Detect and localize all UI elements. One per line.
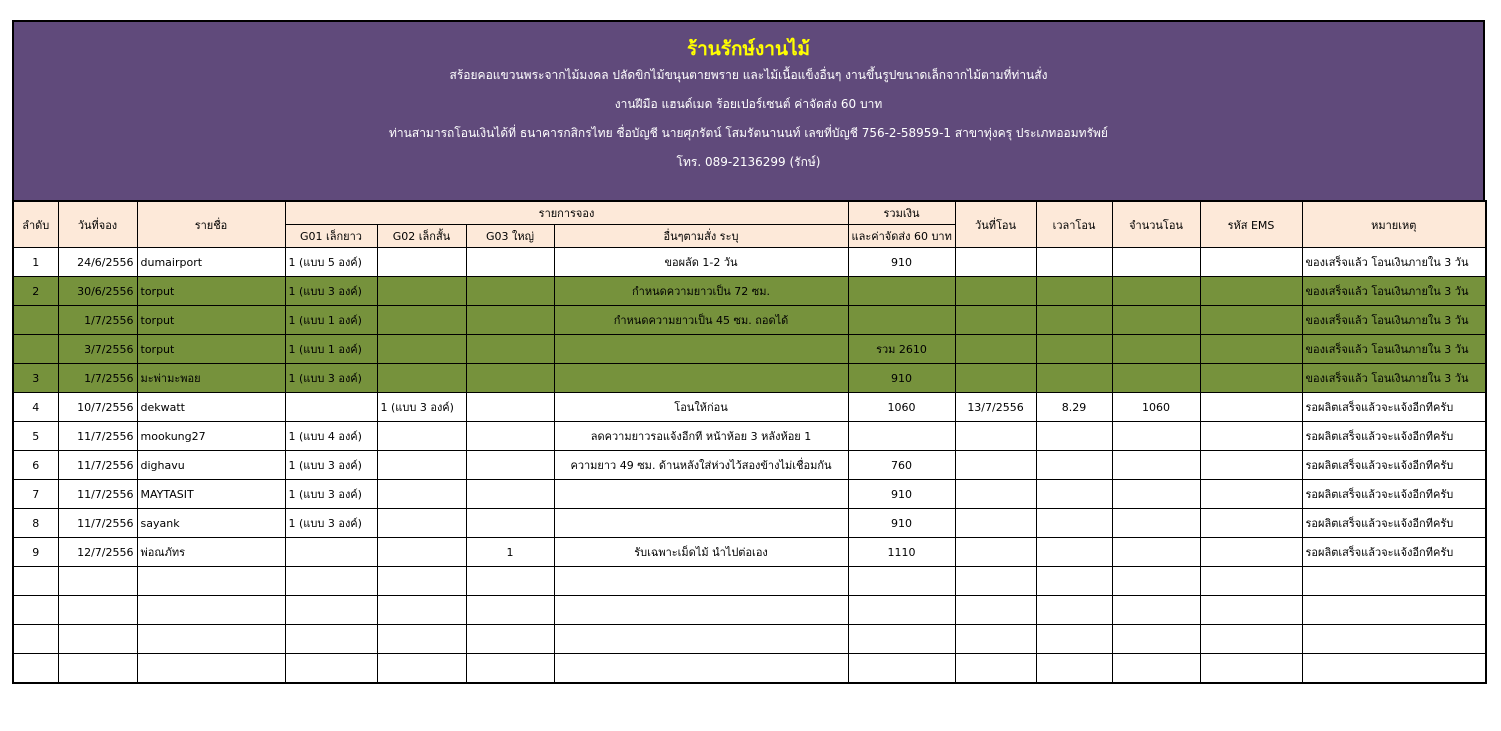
- row-other-cell[interactable]: [554, 364, 848, 393]
- row-transfer-time-cell[interactable]: [1036, 509, 1112, 538]
- row-total-cell[interactable]: 910: [848, 480, 955, 509]
- row-other-cell[interactable]: [554, 480, 848, 509]
- row-g01-cell[interactable]: [285, 393, 377, 422]
- row-no-cell[interactable]: [13, 654, 58, 684]
- row-transfer-time-cell[interactable]: [1036, 538, 1112, 567]
- header-g01: G01 เล็กยาว: [285, 225, 377, 248]
- row-date-cell[interactable]: [58, 625, 137, 654]
- row-ems-cell[interactable]: [1200, 654, 1302, 684]
- row-total-cell[interactable]: [848, 306, 955, 335]
- row-note-cell[interactable]: รอผลิตเสร็จแล้วจะแจ้งอีกทีครับ: [1302, 451, 1486, 480]
- row-g03-cell[interactable]: [466, 335, 554, 364]
- row-no-cell[interactable]: [13, 596, 58, 625]
- row-g03-cell[interactable]: [466, 596, 554, 625]
- row-transfer-time-cell[interactable]: [1036, 248, 1112, 277]
- row-no-cell[interactable]: 1: [13, 248, 58, 277]
- row-g03-cell[interactable]: [466, 306, 554, 335]
- row-g02-cell[interactable]: [377, 625, 466, 654]
- row-ems-cell[interactable]: [1200, 248, 1302, 277]
- row-transfer-date-cell[interactable]: [955, 335, 1036, 364]
- table-row: [13, 509, 1486, 538]
- row-date-cell[interactable]: 1/7/2556: [58, 306, 137, 335]
- row-date-cell[interactable]: 1/7/2556: [58, 364, 137, 393]
- header-transfer-date: วันที่โอน: [955, 201, 1036, 248]
- row-ems-cell[interactable]: [1200, 393, 1302, 422]
- row-ems-cell[interactable]: [1200, 538, 1302, 567]
- row-amount-cell[interactable]: [1112, 538, 1200, 567]
- row-name-cell[interactable]: torput: [137, 277, 285, 306]
- row-g01-cell[interactable]: [285, 625, 377, 654]
- row-g01-cell[interactable]: 1 (แบบ 3 องค์): [285, 509, 377, 538]
- table-row: [13, 596, 1486, 625]
- row-transfer-date-cell[interactable]: [955, 509, 1036, 538]
- table-row: [13, 277, 1486, 306]
- row-other-cell[interactable]: [554, 567, 848, 596]
- row-name-cell[interactable]: [137, 596, 285, 625]
- row-date-cell[interactable]: 30/6/2556: [58, 277, 137, 306]
- header-note: หมายเหตุ: [1302, 201, 1486, 248]
- row-transfer-time-cell[interactable]: [1036, 335, 1112, 364]
- table-row: [13, 306, 1486, 335]
- row-transfer-time-cell[interactable]: 8.29: [1036, 393, 1112, 422]
- row-note-cell[interactable]: [1302, 596, 1486, 625]
- row-date-cell[interactable]: 11/7/2556: [58, 480, 137, 509]
- row-g01-cell[interactable]: 1 (แบบ 3 องค์): [285, 451, 377, 480]
- row-name-cell[interactable]: dekwatt: [137, 393, 285, 422]
- row-note-cell[interactable]: [1302, 654, 1486, 684]
- row-transfer-time-cell[interactable]: [1036, 654, 1112, 684]
- row-g02-cell[interactable]: [377, 451, 466, 480]
- row-other-cell[interactable]: ลดความยาวรอแจ้งอีกที หน้าห้อย 3 หลังห้อย 1: [554, 422, 848, 451]
- row-other-cell[interactable]: [554, 335, 848, 364]
- banner-bank-info: ท่านสามารถโอนเงินได้ที่ ธนาคารกสิกรไทย ชื่อบัญชี นายศุภรัตน์ โสมรัตนานนท์ เลขที่บัญชี 756-2-58959-1 สาขาทุ่งครุ ประเภทออมทรัพย์: [389, 126, 1108, 140]
- row-g02-cell[interactable]: [377, 596, 466, 625]
- row-transfer-date-cell[interactable]: [955, 480, 1036, 509]
- row-g01-cell[interactable]: 1 (แบบ 3 องค์): [285, 480, 377, 509]
- row-ems-cell[interactable]: [1200, 596, 1302, 625]
- banner-shipping: งานฝีมือ แฮนด์เมด ร้อยเปอร์เซนต์ ค่าจัดส่ง 60 บาท: [614, 97, 883, 111]
- row-date-cell[interactable]: [58, 654, 137, 684]
- row-name-cell[interactable]: [137, 625, 285, 654]
- row-other-cell[interactable]: ความยาว 49 ซม. ด้านหลังใส่ห่วงไว้สองข้างไม่เชื่อมกัน: [554, 451, 848, 480]
- row-note-cell[interactable]: ของเสร็จแล้ว โอนเงินภายใน 3 วัน: [1302, 335, 1486, 364]
- header-total: รวมเงิน: [848, 201, 955, 225]
- row-transfer-time-cell[interactable]: [1036, 277, 1112, 306]
- row-amount-cell[interactable]: 1060: [1112, 393, 1200, 422]
- row-ems-cell[interactable]: [1200, 451, 1302, 480]
- row-total-cell[interactable]: [848, 567, 955, 596]
- table-row: [13, 451, 1486, 480]
- row-total-cell[interactable]: รวม 2610: [848, 335, 955, 364]
- row-transfer-date-cell[interactable]: [955, 277, 1036, 306]
- row-transfer-time-cell[interactable]: [1036, 596, 1112, 625]
- row-g02-cell[interactable]: [377, 480, 466, 509]
- row-amount-cell[interactable]: [1112, 335, 1200, 364]
- row-g02-cell[interactable]: [377, 248, 466, 277]
- row-no-cell[interactable]: 2: [13, 277, 58, 306]
- table-row: [13, 393, 1486, 422]
- table-row: [13, 248, 1486, 277]
- row-note-cell[interactable]: รอผลิตเสร็จแล้วจะแจ้งอีกทีครับ: [1302, 509, 1486, 538]
- row-date-cell[interactable]: [58, 596, 137, 625]
- row-g01-cell[interactable]: 1 (แบบ 3 องค์): [285, 364, 377, 393]
- row-note-cell[interactable]: [1302, 625, 1486, 654]
- table-row: [13, 422, 1486, 451]
- table-row: [13, 654, 1486, 684]
- row-amount-cell[interactable]: [1112, 480, 1200, 509]
- row-total-cell[interactable]: 910: [848, 509, 955, 538]
- row-transfer-time-cell[interactable]: [1036, 625, 1112, 654]
- row-amount-cell[interactable]: [1112, 567, 1200, 596]
- row-g02-cell[interactable]: [377, 538, 466, 567]
- row-other-cell[interactable]: ขอผลัด 1-2 วัน: [554, 248, 848, 277]
- row-no-cell[interactable]: [13, 335, 58, 364]
- row-transfer-time-cell[interactable]: [1036, 480, 1112, 509]
- header-date: วันที่จอง: [58, 201, 137, 248]
- row-name-cell[interactable]: torput: [137, 335, 285, 364]
- row-transfer-date-cell[interactable]: [955, 538, 1036, 567]
- row-g02-cell[interactable]: [377, 277, 466, 306]
- row-ems-cell[interactable]: [1200, 625, 1302, 654]
- row-date-cell[interactable]: 11/7/2556: [58, 509, 137, 538]
- row-date-cell[interactable]: 11/7/2556: [58, 422, 137, 451]
- row-transfer-time-cell[interactable]: [1036, 364, 1112, 393]
- row-date-cell[interactable]: 12/7/2556: [58, 538, 137, 567]
- row-g02-cell[interactable]: [377, 422, 466, 451]
- row-no-cell[interactable]: 5: [13, 422, 58, 451]
- row-g01-cell[interactable]: [285, 596, 377, 625]
- banner-phone: โทร. 089-2136299 (รักษ์): [676, 155, 821, 169]
- row-other-cell[interactable]: รับเฉพาะเม็ดไม้ นำไปต่อเอง: [554, 538, 848, 567]
- row-note-cell[interactable]: ของเสร็จแล้ว โอนเงินภายใน 3 วัน: [1302, 364, 1486, 393]
- row-transfer-date-cell[interactable]: [955, 306, 1036, 335]
- row-transfer-date-cell[interactable]: [955, 248, 1036, 277]
- header-g03: G03 ใหญ่: [466, 225, 554, 248]
- row-date-cell[interactable]: [58, 567, 137, 596]
- row-transfer-date-cell[interactable]: [955, 625, 1036, 654]
- row-ems-cell[interactable]: [1200, 335, 1302, 364]
- row-transfer-date-cell[interactable]: [955, 596, 1036, 625]
- row-g03-cell[interactable]: 1: [466, 538, 554, 567]
- row-name-cell[interactable]: mookung27: [137, 422, 285, 451]
- row-no-cell[interactable]: 6: [13, 451, 58, 480]
- row-other-cell[interactable]: กำหนดความยาวเป็น 72 ซม.: [554, 277, 848, 306]
- order-sheet: [12, 20, 1485, 684]
- row-date-cell[interactable]: 24/6/2556: [58, 248, 137, 277]
- row-ems-cell[interactable]: [1200, 364, 1302, 393]
- row-ems-cell[interactable]: [1200, 509, 1302, 538]
- row-no-cell[interactable]: [13, 625, 58, 654]
- header-items: รายการจอง: [285, 201, 848, 225]
- row-g02-cell[interactable]: [377, 306, 466, 335]
- orders-table: [12, 200, 1487, 684]
- row-amount-cell[interactable]: [1112, 596, 1200, 625]
- row-g01-cell[interactable]: 1 (แบบ 4 องค์): [285, 422, 377, 451]
- table-row: [13, 480, 1486, 509]
- row-g02-cell[interactable]: [377, 567, 466, 596]
- row-note-cell[interactable]: รอผลิตเสร็จแล้วจะแจ้งอีกทีครับ: [1302, 422, 1486, 451]
- row-g03-cell[interactable]: [466, 480, 554, 509]
- row-date-cell[interactable]: 10/7/2556: [58, 393, 137, 422]
- row-g01-cell[interactable]: 1 (แบบ 1 องค์): [285, 335, 377, 364]
- row-amount-cell[interactable]: [1112, 654, 1200, 684]
- row-g03-cell[interactable]: [466, 451, 554, 480]
- row-name-cell[interactable]: dighavu: [137, 451, 285, 480]
- row-amount-cell[interactable]: [1112, 451, 1200, 480]
- row-g01-cell[interactable]: [285, 654, 377, 684]
- row-g03-cell[interactable]: [466, 567, 554, 596]
- row-transfer-date-cell[interactable]: [955, 567, 1036, 596]
- row-no-cell[interactable]: 3: [13, 364, 58, 393]
- row-total-cell[interactable]: 910: [848, 248, 955, 277]
- row-g03-cell[interactable]: [466, 625, 554, 654]
- row-g02-cell[interactable]: [377, 509, 466, 538]
- row-amount-cell[interactable]: [1112, 248, 1200, 277]
- row-note-cell[interactable]: [1302, 567, 1486, 596]
- row-g01-cell[interactable]: 1 (แบบ 3 องค์): [285, 277, 377, 306]
- header-other: อื่นๆตามสั่ง ระบุ: [554, 225, 848, 248]
- header-total-shipping: และค่าจัดส่ง 60 บาท: [848, 225, 955, 248]
- row-g03-cell[interactable]: [466, 248, 554, 277]
- row-g02-cell[interactable]: 1 (แบบ 3 องค์): [377, 393, 466, 422]
- row-g03-cell[interactable]: [466, 393, 554, 422]
- row-transfer-time-cell[interactable]: [1036, 451, 1112, 480]
- row-other-cell[interactable]: โอนให้ก่อน: [554, 393, 848, 422]
- table-row: [13, 538, 1486, 567]
- row-transfer-date-cell[interactable]: [955, 422, 1036, 451]
- row-total-cell[interactable]: 1060: [848, 393, 955, 422]
- row-name-cell[interactable]: sayank: [137, 509, 285, 538]
- header-g02: G02 เล็กสั้น: [377, 225, 466, 248]
- row-g02-cell[interactable]: [377, 335, 466, 364]
- row-amount-cell[interactable]: [1112, 422, 1200, 451]
- row-no-cell[interactable]: 7: [13, 480, 58, 509]
- row-no-cell[interactable]: 9: [13, 538, 58, 567]
- row-other-cell[interactable]: [554, 596, 848, 625]
- row-amount-cell[interactable]: [1112, 277, 1200, 306]
- row-note-cell[interactable]: ของเสร็จแล้ว โอนเงินภายใน 3 วัน: [1302, 306, 1486, 335]
- row-transfer-time-cell[interactable]: [1036, 422, 1112, 451]
- row-amount-cell[interactable]: [1112, 625, 1200, 654]
- row-note-cell[interactable]: ของเสร็จแล้ว โอนเงินภายใน 3 วัน: [1302, 277, 1486, 306]
- row-note-cell[interactable]: รอผลิตเสร็จแล้วจะแจ้งอีกทีครับ: [1302, 393, 1486, 422]
- row-ems-cell[interactable]: [1200, 422, 1302, 451]
- row-g03-cell[interactable]: [466, 509, 554, 538]
- header-no: ลำดับ: [13, 201, 58, 248]
- row-g01-cell[interactable]: 1 (แบบ 1 องค์): [285, 306, 377, 335]
- row-no-cell[interactable]: [13, 567, 58, 596]
- row-total-cell[interactable]: [848, 654, 955, 684]
- row-no-cell[interactable]: 8: [13, 509, 58, 538]
- row-name-cell[interactable]: dumairport: [137, 248, 285, 277]
- row-name-cell[interactable]: [137, 654, 285, 684]
- row-name-cell[interactable]: [137, 567, 285, 596]
- row-g03-cell[interactable]: [466, 422, 554, 451]
- row-transfer-date-cell[interactable]: [955, 364, 1036, 393]
- row-total-cell[interactable]: 910: [848, 364, 955, 393]
- row-total-cell[interactable]: [848, 422, 955, 451]
- row-other-cell[interactable]: [554, 654, 848, 684]
- row-name-cell[interactable]: MAYTASIT: [137, 480, 285, 509]
- row-transfer-time-cell[interactable]: [1036, 567, 1112, 596]
- row-name-cell[interactable]: พ่อณภัทร: [137, 538, 285, 567]
- header-amount: จำนวนโอน: [1112, 201, 1200, 248]
- row-transfer-date-cell[interactable]: 13/7/2556: [955, 393, 1036, 422]
- row-transfer-date-cell[interactable]: [955, 451, 1036, 480]
- row-g01-cell[interactable]: 1 (แบบ 5 องค์): [285, 248, 377, 277]
- table-row: [13, 335, 1486, 364]
- row-transfer-date-cell[interactable]: [955, 654, 1036, 684]
- row-total-cell[interactable]: [848, 596, 955, 625]
- row-amount-cell[interactable]: [1112, 509, 1200, 538]
- row-total-cell[interactable]: [848, 625, 955, 654]
- header-transfer-time: เวลาโอน: [1036, 201, 1112, 248]
- row-note-cell[interactable]: รอผลิตเสร็จแล้วจะแจ้งอีกทีครับ: [1302, 538, 1486, 567]
- row-date-cell[interactable]: 3/7/2556: [58, 335, 137, 364]
- row-ems-cell[interactable]: [1200, 306, 1302, 335]
- row-g03-cell[interactable]: [466, 654, 554, 684]
- row-amount-cell[interactable]: [1112, 364, 1200, 393]
- row-date-cell[interactable]: 11/7/2556: [58, 451, 137, 480]
- row-total-cell[interactable]: 760: [848, 451, 955, 480]
- row-g02-cell[interactable]: [377, 654, 466, 684]
- row-no-cell[interactable]: 4: [13, 393, 58, 422]
- row-g01-cell[interactable]: [285, 567, 377, 596]
- row-name-cell[interactable]: torput: [137, 306, 285, 335]
- shop-banner: [12, 20, 1485, 200]
- row-ems-cell[interactable]: [1200, 480, 1302, 509]
- row-name-cell[interactable]: มะพ่ามะพอย: [137, 364, 285, 393]
- row-other-cell[interactable]: กำหนดความยาวเป็น 45 ซม. ถอดได้: [554, 306, 848, 335]
- row-g03-cell[interactable]: [466, 277, 554, 306]
- row-other-cell[interactable]: [554, 509, 848, 538]
- row-g01-cell[interactable]: [285, 538, 377, 567]
- table-row: [13, 567, 1486, 596]
- row-note-cell[interactable]: รอผลิตเสร็จแล้วจะแจ้งอีกทีครับ: [1302, 480, 1486, 509]
- table-row: [13, 625, 1486, 654]
- header-ems: รหัส EMS: [1200, 201, 1302, 248]
- row-amount-cell[interactable]: [1112, 306, 1200, 335]
- row-g03-cell[interactable]: [466, 364, 554, 393]
- shop-title: ร้านรักษ์งานไม้: [686, 38, 811, 60]
- banner-description: สร้อยคอแขวนพระจากไม้มงคล ปลัดขิกไม้ขนุนตายพราย และไม้เนื้อแข็งอื่นๆ งานขึ้นรูปขนาดเล็กจากไม้ตามที่ท่านสั่ง: [449, 68, 1048, 82]
- row-total-cell[interactable]: [848, 277, 955, 306]
- row-ems-cell[interactable]: [1200, 567, 1302, 596]
- row-no-cell[interactable]: [13, 306, 58, 335]
- row-note-cell[interactable]: ของเสร็จแล้ว โอนเงินภายใน 3 วัน: [1302, 248, 1486, 277]
- table-row: [13, 364, 1486, 393]
- row-transfer-time-cell[interactable]: [1036, 306, 1112, 335]
- row-g02-cell[interactable]: [377, 364, 466, 393]
- row-ems-cell[interactable]: [1200, 277, 1302, 306]
- row-other-cell[interactable]: [554, 625, 848, 654]
- row-total-cell[interactable]: 1110: [848, 538, 955, 567]
- header-name: รายชื่อ: [137, 201, 285, 248]
